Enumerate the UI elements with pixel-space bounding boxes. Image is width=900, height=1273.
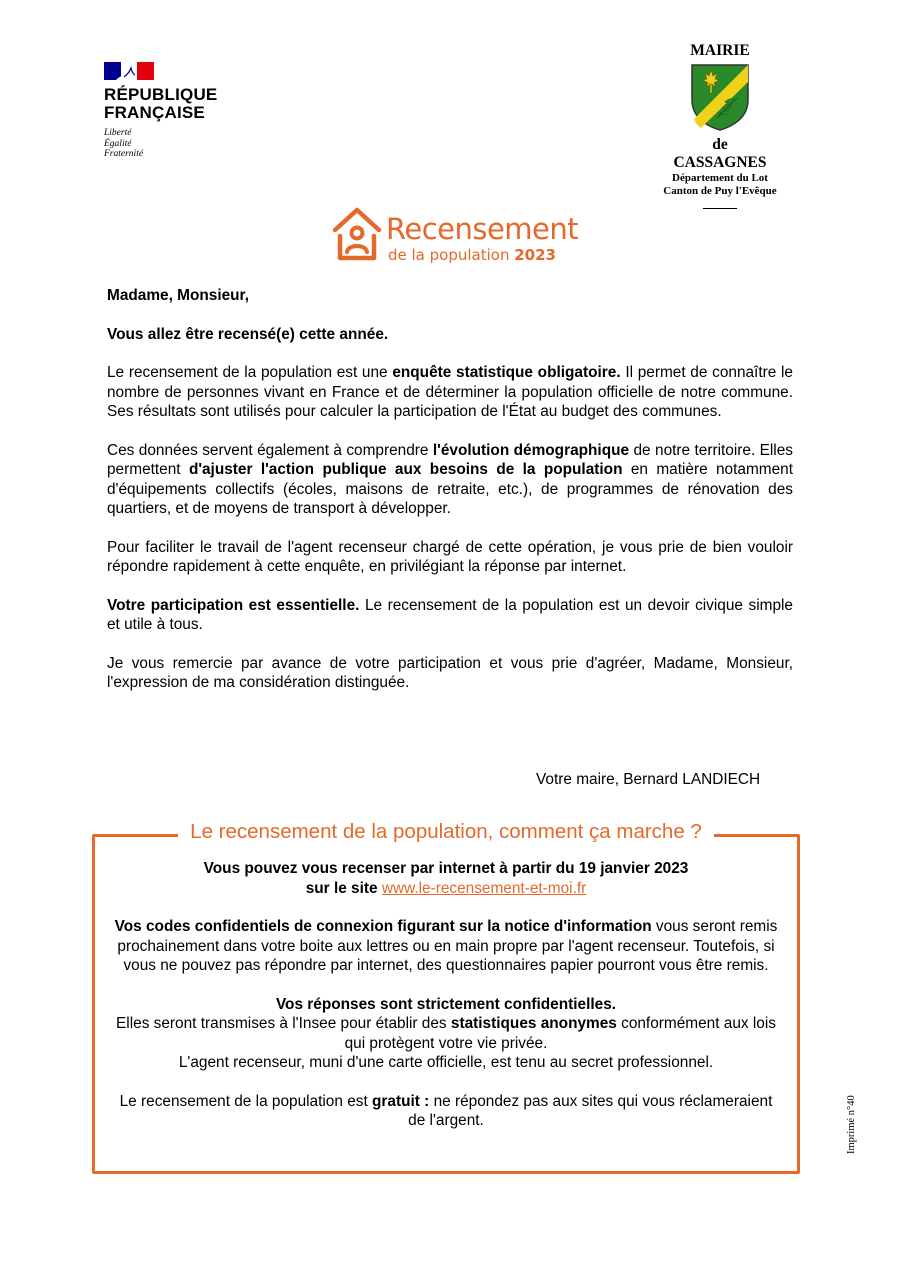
- free-c: ne répondez pas aux sites qui vous réclameraient de l'argent.: [408, 1092, 773, 1129]
- recensement-logo: [332, 206, 579, 266]
- p2-a: Ces données servent également à comprendre: [107, 441, 433, 459]
- codes-info: [111, 917, 781, 976]
- intro: [107, 325, 793, 345]
- p1-b: enquête statistique obligatoire.: [392, 364, 621, 381]
- salutation: [107, 286, 793, 306]
- p2-b: l'évolution démographique: [432, 441, 630, 459]
- mairie-de: de: [712, 136, 728, 153]
- motto-fraternite: Fraternité: [104, 149, 144, 159]
- intro-text: Vous allez être recensé(e) cette année.: [107, 325, 389, 343]
- coat-of-arms-icon: [689, 62, 751, 132]
- p4-b: Le recensement de la population est un devoir civique simple et utile à tous.: [107, 596, 793, 633]
- mairie-title: MAIRIE: [690, 42, 750, 59]
- imprime-number: [846, 1090, 864, 1154]
- signature: Votre maire, Bernard LANDIECH: [536, 771, 761, 788]
- rf-motto: [104, 128, 244, 160]
- p2-d: d'ajuster l'action publique aux besoins de la population: [188, 461, 623, 478]
- paragraph-1: [107, 363, 793, 422]
- mairie-block: [640, 42, 800, 209]
- rf-name-line2: FRANÇAISE: [104, 103, 205, 122]
- recensement-year: 2023: [514, 246, 556, 264]
- imprime-text: Imprimé n°40: [846, 1095, 857, 1154]
- letter-body: [107, 286, 793, 712]
- free-b: gratuit :: [372, 1092, 430, 1110]
- paragraph-2: [107, 441, 793, 519]
- site-link[interactable]: www.le-recensement-et-moi.fr: [381, 879, 587, 897]
- paragraph-5: Je vous remercie par avance de votre participation et vous prie d'agréer, Madame, Monsieur, l'expression de ma considération distinguée.: [107, 654, 793, 691]
- codes-a: Vos codes confidentiels de connexion figurant sur la notice d'information: [114, 918, 652, 935]
- confidential-b: Elles seront transmises à l'Insee pour établir des: [116, 1015, 451, 1032]
- motto-egalite: Égalité: [104, 138, 132, 149]
- p4-a: Votre participation est essentielle.: [107, 596, 360, 614]
- recensement-subtitle: [388, 246, 556, 264]
- codes-b: vous seront remis prochainement dans votre boite aux lettres ou en main propre par l'agent recenseur. Toutefois, si vous ne pouvez pas répondre par internet, des questionnaires papier pourront vous être remis.: [117, 918, 778, 974]
- paragraph-3: Pour faciliter le travail de l'agent recenseur chargé de cette opération, je vous prie de bien vouloir répondre rapidement à cette enquête, en privilégiant la réponse par internet.: [107, 538, 793, 575]
- internet-info: [111, 859, 781, 898]
- recensement-title: Recensement: [386, 212, 579, 246]
- paragraph-4: [107, 596, 793, 635]
- p1-a: Le recensement de la population est une: [107, 364, 393, 381]
- p1-c: Il permet de connaître le nombre de personnes vivant en France et de déterminer la population officielle de notre commune. Ses résultats sont utilisés pour calculer la participation de l'État au budget des communes.: [107, 364, 793, 420]
- internet-line2-prefix: sur le site: [305, 879, 382, 897]
- rf-name-line1: RÉPUBLIQUE: [104, 85, 218, 104]
- confidential-d: conformément aux lois qui protègent votre vie privée.: [344, 1015, 776, 1052]
- motto-liberte: Liberté: [104, 128, 132, 138]
- marianne-flag-icon: [104, 62, 154, 80]
- mairie-divider: [703, 208, 737, 209]
- commune-name: CASSAGNES: [673, 154, 767, 171]
- info-box-title: [95, 820, 797, 844]
- free-a: Le recensement de la population est: [119, 1092, 373, 1110]
- house-person-icon: [332, 206, 382, 264]
- free-info: [111, 1092, 781, 1131]
- internet-line1: Vous pouvez vous recenser par internet à partir du 19 janvier 2023: [203, 860, 689, 877]
- republique-francaise-logo: [104, 62, 244, 160]
- canton: Canton de Puy l'Evêque: [663, 185, 777, 197]
- recensement-subtitle-text: de la population: [388, 246, 510, 264]
- info-box-content: [111, 859, 781, 1150]
- info-box: [92, 820, 800, 1174]
- info-box-title-text: Le recensement de la population, comment ça marche ?: [178, 820, 714, 843]
- departement: Département du Lot: [672, 172, 768, 184]
- p2-e: en matière notamment d'équipements collectifs (écoles, maisons de retraite, etc.), de programmes de rénovation des quartiers, et de moyens de transport à développer.: [107, 461, 793, 517]
- confidential-info: [111, 995, 781, 1073]
- confidential-c: statistiques anonymes: [450, 1015, 617, 1032]
- confidential-a: Vos réponses sont strictement confidentielles.: [275, 995, 617, 1013]
- confidential-e: L'agent recenseur, muni d'une carte officielle, est tenu au secret professionnel.: [178, 1054, 714, 1071]
- p2-c: de notre territoire. Elles permettent: [107, 441, 793, 478]
- salutation-text: Madame, Monsieur,: [107, 287, 249, 304]
